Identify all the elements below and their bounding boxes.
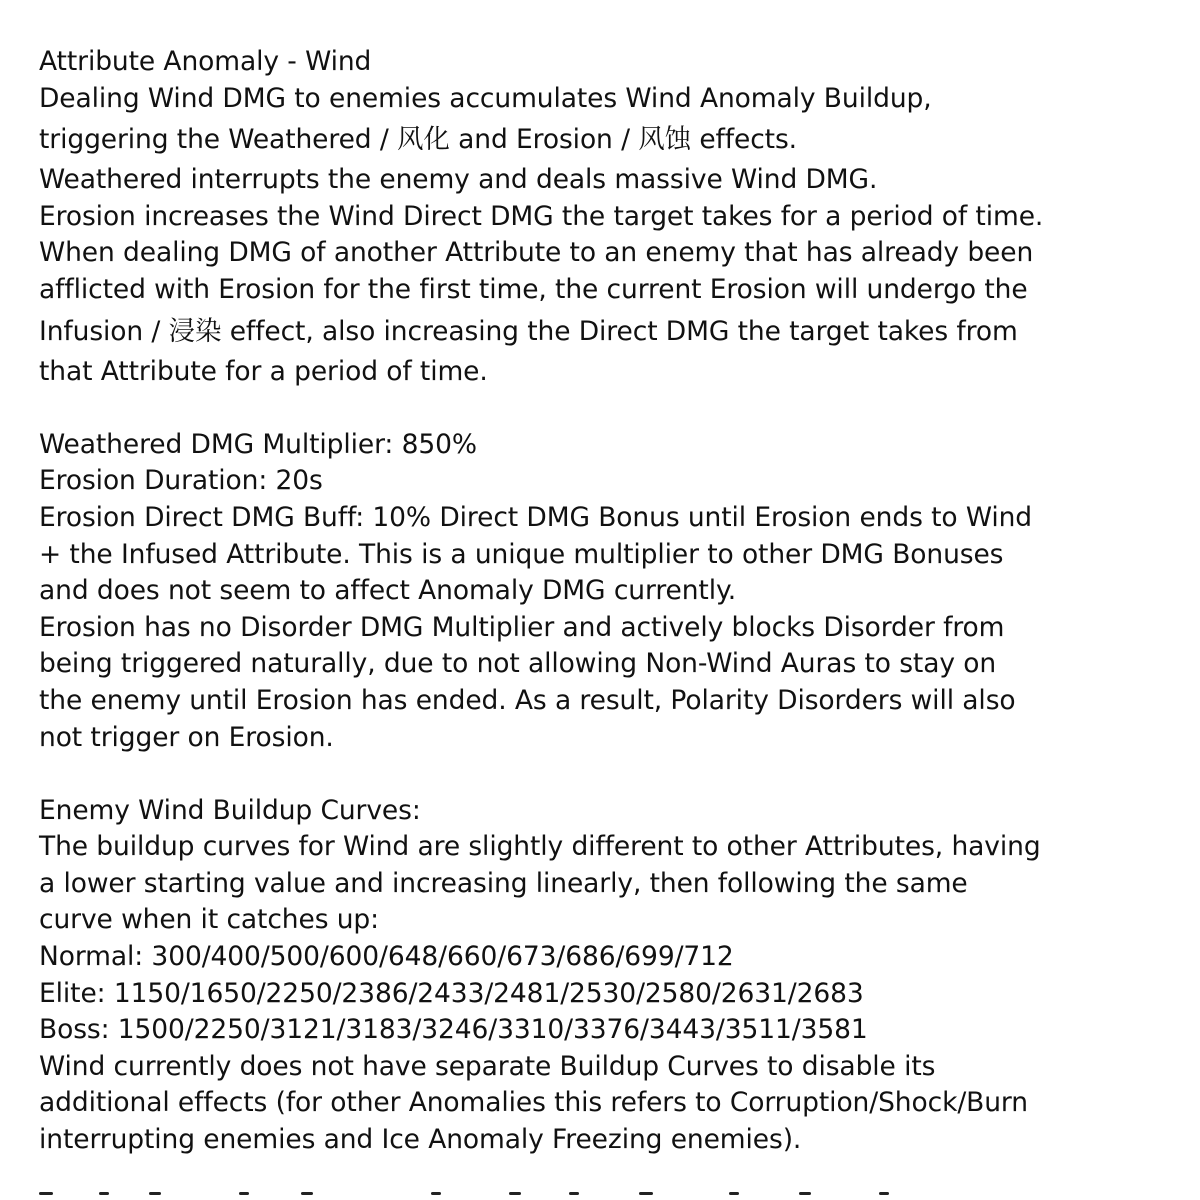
text-line: Weathered interrupts the enemy and deals massive Wind DMG.: [39, 164, 878, 196]
text-line: Wind currently does not have separate Buildup Curves to disable its: [39, 1050, 936, 1082]
stat-line: Erosion has no Disorder DMG Multiplier and actively blocks Disorder from: [39, 611, 1005, 643]
document-title: Attribute Anomaly - Wind: [39, 46, 372, 77]
stat-line: Erosion Duration: 20s: [39, 465, 323, 497]
stats-section: [39, 427, 1189, 756]
stat-line: Erosion Direct DMG Buff: 10% Direct DMG Bonus until Erosion ends to Wind: [39, 501, 1033, 533]
text-line: The buildup curves for Wind are slightly different to other Attributes, having: [39, 831, 1041, 863]
section-heading: Enemy Wind Buildup Curves:: [39, 794, 421, 826]
text-line: curve when it catches up:: [39, 904, 379, 936]
text-line: When dealing DMG of another Attribute to an enemy that has already been: [39, 237, 1034, 269]
stat-line: the enemy until Erosion has ended. As a result, Polarity Disorders will also: [39, 684, 1016, 716]
text-line: interrupting enemies and Ice Anomaly Freezing enemies).: [39, 1124, 802, 1156]
text-line: a lower starting value and increasing linearly, then following the same: [39, 867, 968, 899]
text-line: triggering the Weathered / 风化 and Erosion / 风蚀 effects.: [39, 124, 798, 156]
text-line: Infusion / 浸染 effect, also increasing the Direct DMG the target takes from: [39, 315, 1018, 347]
buildup-curves-section: [39, 793, 1189, 1159]
intro-section: [39, 81, 1189, 391]
text-line: afflicted with Erosion for the first time, the current Erosion will undergo the: [39, 273, 1028, 305]
stat-line: and does not seem to affect Anomaly DMG currently.: [39, 575, 737, 607]
stat-line: not trigger on Erosion.: [39, 721, 334, 753]
curve-boss: Boss: 1500/2250/3121/3183/3246/3310/3376/3443/3511/3581: [39, 1014, 868, 1046]
curve-elite: Elite: 1150/1650/2250/2386/2433/2481/2530/2580/2631/2683: [39, 977, 864, 1009]
text-line: Erosion increases the Wind Direct DMG the target takes for a period of time.: [39, 200, 1044, 232]
stat-line: being triggered naturally, due to not allowing Non-Wind Auras to stay on: [39, 648, 997, 680]
stat-line: Weathered DMG Multiplier: 850%: [39, 428, 477, 460]
curve-normal: Normal: 300/400/500/600/648/660/673/686/699/712: [39, 941, 734, 973]
stat-line: + the Infused Attribute. This is a unique multiplier to other DMG Bonuses: [39, 538, 1004, 570]
truncated-text-line: [39, 1186, 1159, 1200]
text-line: Dealing Wind DMG to enemies accumulates Wind Anomaly Buildup,: [39, 82, 932, 114]
document-body: [39, 44, 1189, 1159]
text-line: additional effects (for other Anomalies this refers to Corruption/Shock/Burn: [39, 1087, 1028, 1119]
paragraph-gap: [39, 756, 1189, 793]
text-line: that Attribute for a period of time.: [39, 355, 488, 387]
paragraph-gap: [39, 390, 1189, 427]
